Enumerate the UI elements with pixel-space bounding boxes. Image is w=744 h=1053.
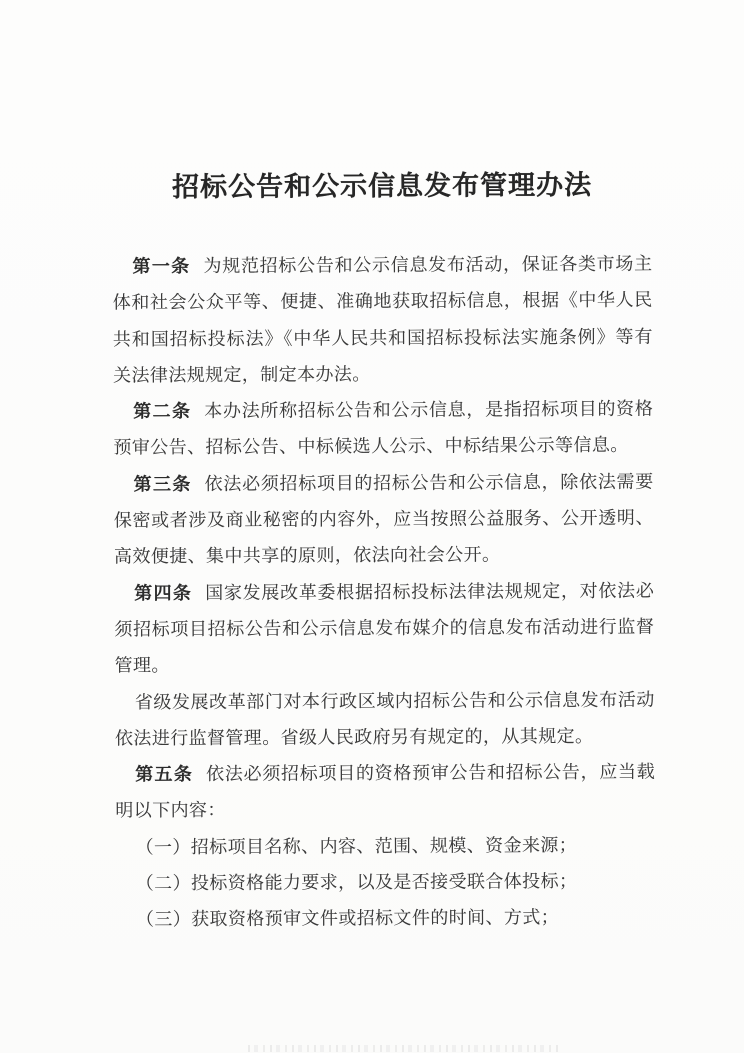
article-text: 依法必须招标项目的招标公告和公示信息，除依法需要保密或者涉及商业秘密的内容外，应当按照公益服务、公开透明、高效便捷、集中共享的原则，依法向社会公开。 bbox=[113, 471, 654, 567]
article-number-label: 第三条 bbox=[133, 473, 192, 495]
article-text: （三）获取资格预审文件或招标文件的时间、方式； bbox=[135, 907, 560, 930]
article-text: 本办法所称招标公告和公示信息，是指招标项目的资格预审公告、招标公告、中标候选人公示、中标结果公示等信息。 bbox=[113, 398, 654, 458]
article-paragraph bbox=[113, 391, 653, 466]
article-paragraph bbox=[114, 463, 655, 575]
article-number-label: 第一条 bbox=[132, 256, 191, 277]
article-paragraph bbox=[112, 246, 653, 394]
list-item-paragraph bbox=[116, 863, 656, 902]
document-content bbox=[112, 167, 656, 938]
article-number-label: 第二条 bbox=[133, 401, 192, 422]
article-text: （二）投标资格能力要求，以及是否接受联合体投标； bbox=[135, 871, 578, 894]
article-text: 依法必须招标项目的资格预审公告和招标公告，应当载明以下内容： bbox=[115, 761, 656, 821]
article-text: 省级发展改革部门对本行政区域内招标公告和公示信息发布活动依法进行监督管理。省级人民政府另有规定的，从其规定。 bbox=[114, 689, 655, 749]
article-number-label: 第五条 bbox=[135, 764, 194, 785]
list-item-paragraph bbox=[115, 826, 655, 865]
article-paragraph bbox=[114, 572, 655, 684]
article-number-label: 第四条 bbox=[134, 582, 193, 603]
cutoff-text-artifact bbox=[248, 1045, 560, 1052]
article-text: 为规范招标公告和公示信息发布活动，保证各类市场主体和社会公众平等、便捷、准确地获取招标信息，根据《中华人民共和国招标投标法》《中华人民共和国招标投标法实施条例》等有关法律法规规定，制定本办法。 bbox=[112, 253, 653, 386]
article-text: （一）招标项目名称、内容、范围、规模、资金来源； bbox=[135, 834, 578, 858]
document-title: 招标公告和公示信息发布管理办法 bbox=[172, 169, 593, 203]
article-paragraph bbox=[115, 754, 655, 829]
article-text: 国家发展改革委根据招标投标法律法规规定，对依法必须招标项目招标公告和公示信息发布媒介的信息发布活动进行监督管理。 bbox=[114, 580, 655, 676]
list-item-paragraph bbox=[116, 899, 656, 938]
article-paragraph bbox=[115, 681, 655, 756]
